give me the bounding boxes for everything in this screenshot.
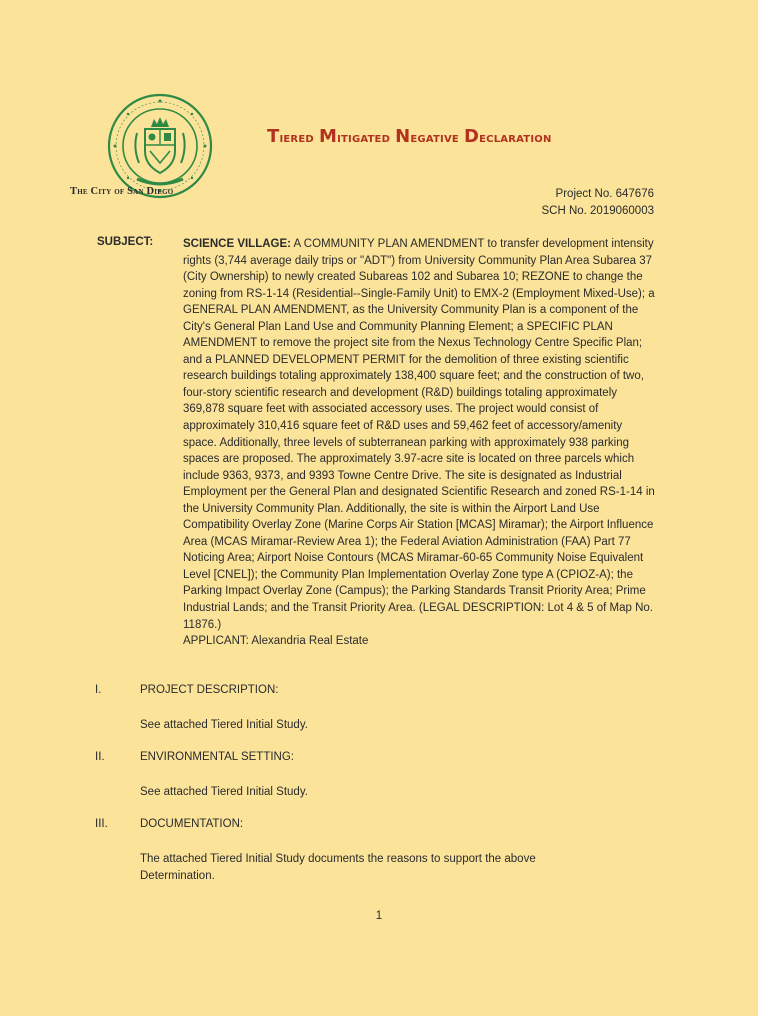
section-heading-1: PROJECT DESCRIPTION:: [140, 684, 279, 696]
applicant-line: APPLICANT: Alexandria Real Estate: [183, 635, 369, 648]
section-number-3: III.: [95, 818, 108, 830]
subject-label: SUBJECT:: [97, 236, 154, 248]
section-heading-2: ENVIRONMENTAL SETTING:: [140, 751, 294, 763]
section-body-1: See attached Tiered Initial Study.: [140, 719, 308, 731]
section-heading-3: DOCUMENTATION:: [140, 818, 244, 830]
document-title: [267, 126, 552, 147]
subject-paragraph: [183, 236, 655, 633]
page-number: 1: [375, 910, 383, 922]
city-name: The City of San Diego: [70, 186, 174, 197]
city-seal-icon: [107, 93, 213, 199]
section-body-3: The attached Tiered Initial Study documents the reasons to support the above Determination.: [140, 853, 536, 882]
section-body-2: See attached Tiered Initial Study.: [140, 786, 308, 798]
subject-lead: SCIENCE VILLAGE:: [183, 238, 291, 250]
section-number-2: II.: [95, 751, 105, 763]
document-title-text: Tiered Mitigated Negative Declaration: [267, 126, 552, 147]
sch-number: SCH No. 2019060003: [541, 204, 654, 217]
project-number: Project No. 647676: [555, 188, 654, 200]
project-numbers: [541, 186, 654, 219]
subject-text: A COMMUNITY PLAN AMENDMENT to transfer development intensity rights (3,744 average daily trips or "ADT") from University Community Plan Area Subarea 37 (City Ownership) to newly created Subareas 102 and Subarea 10; REZONE to change the zoning from RS-1-14 (Residential--Single-Family Unit) to EMX-2 (Employment Mixed-Use); a GENERAL PLAN AMENDMENT, as the University Community Plan is a component of the City's General Plan Land Use and Community Planning Element; a SPECIFIC PLAN AMENDMENT to remove the project site from the Nexus Technology Centre Specific Plan; and a PLANNED DEVELOPMENT PERMIT for the demolition of three existing scientific research buildings totaling approximately 138,400 square feet; and the construction of two, four-story scientific research and development (R&D) buildings totaling approximately 369,878 square feet with associated accessory uses. The project would consist of approximately 310,416 square feet of R&D uses and 59,462 feet of accessory/amenity space. Additionally, three levels of subterranean parking with approximately 938 parking spaces are proposed. The approximately 3.97-acre site is located on three parcels which include 9363, 9373, and 9393 Towne Centre Drive. The site is designated as Industrial Employment per the General Plan and designated Scientific Research and zoned RS-1-14 in the University Community Plan. Additionally, the site is within the Airport Land Use Compatibility Overlay Zone (Marine Corps Air Station [MCAS] Miramar); the Airport Influence Area (MCAS Miramar-Review Area 1); the Federal Aviation Administration (FAA) Part 77 Noticing Area; Airport Noise Contours (MCAS Miramar-60-65 Community Noise Equivalent Level [CNEL]); the Community Plan Implementation Overlay Zone type A (CPIOZ-A); the Parking Impact Overlay Zone (Campus); the Parking Standards Transit Priority Area; Prime Industrial Lands; and the Transit Priority Area. (LEGAL DESCRIPTION: Lot 4 & 5 of Map No. 11876.): [183, 238, 655, 631]
section-number-1: I.: [95, 684, 102, 696]
subject-body: [183, 236, 655, 650]
